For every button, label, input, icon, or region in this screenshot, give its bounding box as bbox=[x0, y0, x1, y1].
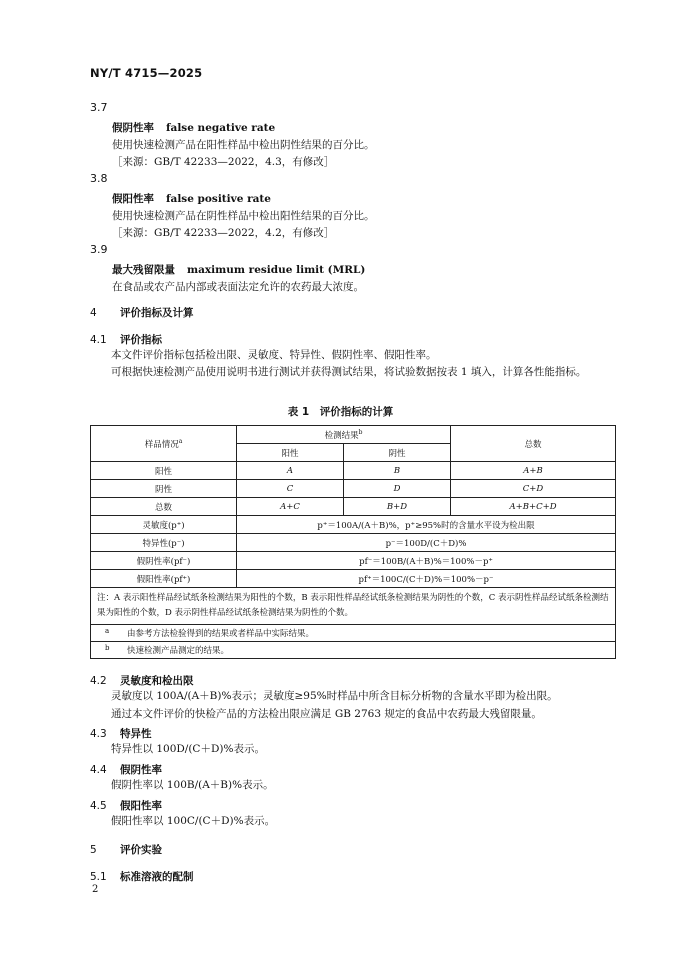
term-source: ［来源：GB/T 42233—2022，4.3，有修改］ bbox=[112, 156, 335, 168]
table-row: 阳性 A B A+B bbox=[91, 462, 616, 480]
subsection-heading bbox=[90, 726, 152, 741]
subsection-title: 评价指标 bbox=[120, 334, 162, 346]
term-definition: 在食品或农产品内部或表面法定允许的农药最大浓度。 bbox=[112, 281, 364, 293]
paragraph: 假阴性率以 100B/(A＋B)%表示。 bbox=[111, 779, 274, 791]
page-number: 2 bbox=[92, 884, 99, 895]
section-number: 5 bbox=[90, 844, 97, 856]
formula-row: 灵敏度(p⁺) p⁺＝100A/(A＋B)%，p⁺≥95%时的含量水平设为检出限 bbox=[91, 516, 616, 534]
subsection-heading bbox=[90, 673, 194, 688]
subsection-number: 4.4 bbox=[90, 764, 107, 776]
section-title: 评价实验 bbox=[120, 844, 162, 856]
header-sample-status: 样品情况$^a$ bbox=[91, 426, 237, 462]
table-row: 阴性 C D C+D bbox=[91, 480, 616, 498]
subsection-title: 假阴性率 bbox=[120, 764, 162, 776]
section-heading bbox=[90, 842, 162, 857]
subsection-title: 灵敏度和检出限 bbox=[120, 675, 194, 687]
term-en: false negative rate bbox=[166, 122, 276, 134]
paragraph: 本文件评价指标包括检出限、灵敏度、特异性、假阴性率、假阳性率。 bbox=[111, 349, 437, 361]
subsection-number: 4.2 bbox=[90, 675, 107, 687]
table-caption: 表 1 评价指标的计算 bbox=[287, 406, 394, 418]
term-definition: 使用快速检测产品在阴性样品中检出阳性结果的百分比。 bbox=[112, 210, 375, 222]
subsection-title: 标准溶液的配制 bbox=[120, 871, 194, 883]
paragraph: 通过本文件评价的快检产品的方法检出限应满足 GB 2763 规定的食品中农药最大残留限量。 bbox=[111, 708, 542, 720]
term-zh: 假阴性率 bbox=[112, 122, 154, 134]
header-negative: 阴性 bbox=[344, 444, 451, 462]
standard-number-header: NY/T 4715—2025 bbox=[90, 66, 203, 80]
section-number: 4 bbox=[90, 307, 97, 319]
paragraph: 可根据快速检测产品使用说明书进行测试并获得测试结果，将试验数据按表 1 填入，计算各性能指标。 bbox=[111, 366, 587, 378]
subsection-title: 假阳性率 bbox=[120, 800, 162, 812]
term-source: ［来源：GB/T 42233—2022，4.2，有修改］ bbox=[112, 227, 335, 239]
subsection-number: 5.1 bbox=[90, 871, 107, 883]
term-title bbox=[112, 120, 275, 135]
header-test-result: 检测结果$^b$ bbox=[237, 426, 451, 444]
header-total: 总数 bbox=[451, 426, 616, 462]
term-zh: 假阳性率 bbox=[112, 193, 154, 205]
term-definition: 使用快速检测产品在阳性样品中检出阴性结果的百分比。 bbox=[112, 139, 375, 151]
table-footnote: a 由参考方法检验得到的结果或者样品中实际结果。 bbox=[91, 625, 616, 642]
term-number: 3.9 bbox=[90, 243, 108, 256]
section-title: 评价指标及计算 bbox=[120, 307, 194, 319]
formula-row: 特异性(p⁻) p⁻＝100D/(C＋D)% bbox=[91, 534, 616, 552]
table-note: 注：A 表示阳性样品经试纸条检测结果为阳性的个数，B 表示阳性样品经试纸条检测结果为阴性的个数，C 表示阴性样品经试纸条检测结果为阳性的个数，D 表示阴性样品经试纸条检测结果为阴性的个数。 bbox=[91, 588, 616, 625]
subsection-number: 4.3 bbox=[90, 728, 107, 740]
paragraph: 假阳性率以 100C/(C＋D)%表示。 bbox=[111, 815, 276, 827]
term-en: false positive rate bbox=[166, 193, 271, 205]
paragraph: 特异性以 100D/(C＋D)%表示。 bbox=[111, 743, 265, 755]
formula-row: 假阳性率(pf⁺) pf⁺＝100C/(C＋D)%＝100%－p⁻ bbox=[91, 570, 616, 588]
subsection-heading bbox=[90, 869, 194, 884]
subsection-number: 4.5 bbox=[90, 800, 107, 812]
header-positive: 阳性 bbox=[237, 444, 344, 462]
subsection-title: 特异性 bbox=[120, 728, 152, 740]
term-title bbox=[112, 262, 365, 277]
formula-row: 假阴性率(pf⁻) pf⁻＝100B/(A＋B)%＝100%－p⁺ bbox=[91, 552, 616, 570]
subsection-heading bbox=[90, 762, 162, 777]
term-number: 3.8 bbox=[90, 172, 108, 185]
table-footnote: b 快速检测产品测定的结果。 bbox=[91, 642, 616, 659]
term-number: 3.7 bbox=[90, 101, 108, 114]
subsection-heading bbox=[90, 798, 162, 813]
term-en: maximum residue limit (MRL) bbox=[187, 264, 366, 276]
term-title bbox=[112, 191, 271, 206]
subsection-heading bbox=[90, 332, 162, 347]
evaluation-table bbox=[90, 425, 616, 659]
table-row: 总数 A+C B+D A+B+C+D bbox=[91, 498, 616, 516]
subsection-number: 4.1 bbox=[90, 334, 107, 346]
section-heading bbox=[90, 305, 194, 320]
paragraph: 灵敏度以 100A/(A＋B)%表示；灵敏度≥95%时样品中所含目标分析物的含量水平即为检出限。 bbox=[111, 690, 558, 702]
term-zh: 最大残留限量 bbox=[112, 264, 175, 276]
